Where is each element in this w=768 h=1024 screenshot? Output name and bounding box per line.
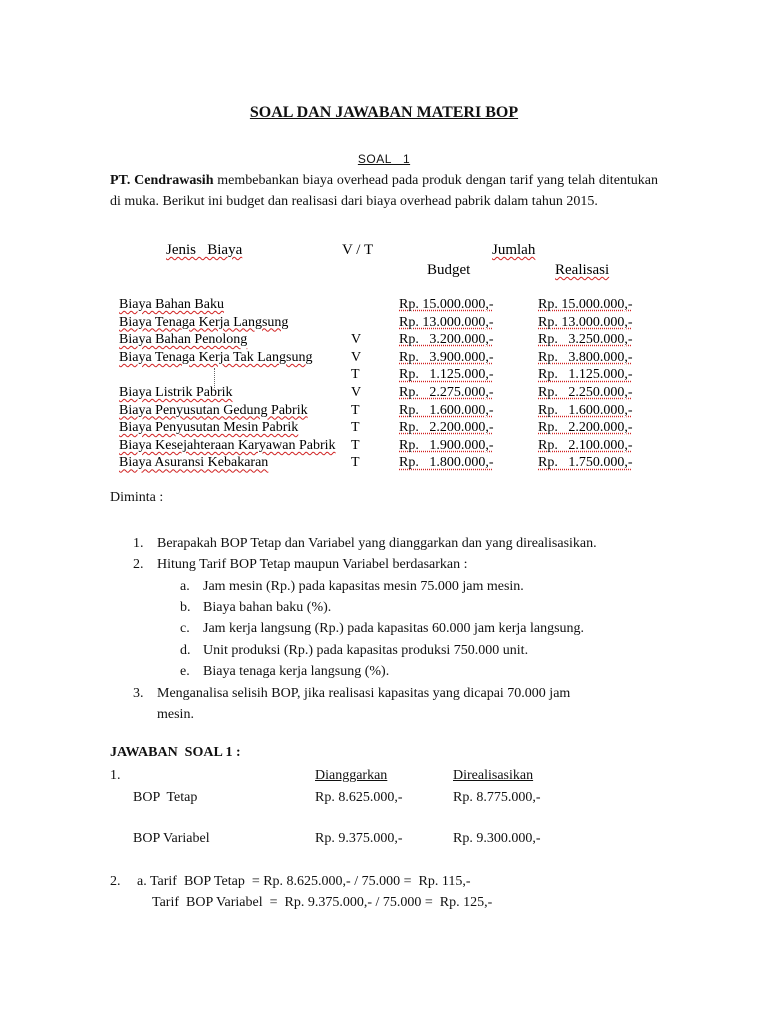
row-realisasi: Rp. 2.200.000,- [538,420,633,436]
document-title: SOAL DAN JAWABAN MATERI BOP [249,104,519,121]
row-budget: Rp. 2.200.000,- [399,420,494,436]
header-jenis-biaya: Jenis Biaya [166,242,243,258]
header-jumlah: Jumlah [492,242,536,258]
row-budget: Rp. 1.600.000,- [399,402,494,418]
intro-paragraph [110,170,658,212]
question-2: Hitung Tarif BOP Tetap maupun Variabel berdasarkan : [157,557,468,572]
question-number-1: 1. [133,536,144,551]
question-3-line-2: mesin. [157,707,194,722]
dotted-divider [214,368,216,388]
row-budget: Rp. 13.000.000,- [399,314,494,330]
row-name: Biaya Bahan Baku [119,297,224,312]
row-realisasi: Rp. 3.250.000,- [538,332,633,348]
question-number-3: 3. [133,686,144,701]
row-vt: T [351,367,360,383]
intro-text: membebankan biaya overhead pada produk dengan tarif yang telah ditentukan di muka. Berikut ini budget dan realisasi dari biaya overhead pabrik dalam tahun 2015. [110,173,659,209]
header-budget: Budget [427,262,471,278]
bop-tetap-label: BOP Tetap [133,790,198,805]
subitem-text: Unit produksi (Rp.) pada kapasitas produksi 750.000 unit. [203,642,529,658]
row-name: Biaya Tenaga Kerja Langsung [119,314,289,330]
question-3-line-1: Menganalisa selisih BOP, jika realisasi kapasitas yang dicapai 70.000 jam [157,686,571,701]
question-1: Berapakah BOP Tetap dan Variabel yang dianggarkan dan yang direalisasikan. [157,536,597,551]
subitem-letter: b. [180,600,191,616]
row-vt: T [351,455,360,471]
col-direalisasikan: Direalisasikan [453,768,534,783]
row-budget: Rp. 1.125.000,- [399,367,494,383]
subitem-letter: a. [180,579,190,594]
row-name: Biaya Kesejahteraan Karyawan Pabrik [119,437,336,453]
subitem-text: Jam mesin (Rp.) pada kapasitas mesin 75.000 jam mesin. [203,579,524,594]
bop-variabel-direalisasikan: Rp. 9.300.000,- [453,831,541,846]
subitem-letter: d. [180,642,191,658]
bop-variabel-dianggarkan: Rp. 9.375.000,- [315,831,403,846]
tarif-bop-tetap: a. Tarif BOP Tetap = Rp. 8.625.000,- / 75.000 = Rp. 115,- [137,874,471,889]
bop-variabel-label: BOP Variabel [133,831,210,846]
row-realisasi: Rp. 1.750.000,- [538,455,633,471]
tarif-bop-variabel: Tarif BOP Variabel = Rp. 9.375.000,- / 75.000 = Rp. 125,- [152,895,493,910]
col-dianggarkan: Dianggarkan [315,768,388,783]
row-budget: Rp. 1.900.000,- [399,437,494,453]
row-budget: Rp. 1.800.000,- [399,455,494,471]
jawaban-number-2: 2. [110,874,121,889]
jawaban-number-1: 1. [110,768,121,783]
row-realisasi: Rp. 3.800.000,- [538,349,633,365]
bop-tetap-direalisasikan: Rp. 8.775.000,- [453,790,541,805]
row-vt: T [351,402,360,418]
row-realisasi: Rp. 1.125.000,- [538,367,633,383]
row-realisasi: Rp. 13.000.000,- [538,314,633,330]
subitem-letter: e. [180,663,190,679]
diminta-label: Diminta : [110,490,164,505]
row-vt: V [351,385,362,400]
row-budget: Rp. 3.200.000,- [399,332,494,348]
row-realisasi: Rp. 2.250.000,- [538,385,633,400]
subitem-text: Jam kerja langsung (Rp.) pada kapasitas 60.000 jam kerja langsung. [203,621,585,637]
company-name: PT. Cendrawasih [110,173,214,188]
bop-tetap-dianggarkan: Rp. 8.625.000,- [315,790,403,805]
row-vt: T [351,437,360,453]
row-name: Biaya Tenaga Kerja Tak Langsung [119,349,313,365]
row-name: Biaya Listrik Pabrik [119,385,233,400]
row-vt: V [351,332,362,348]
row-realisasi: Rp. 2.100.000,- [538,437,633,453]
row-name: Biaya Asuransi Kebakaran [119,455,269,471]
soal-heading: SOAL 1 [357,152,411,166]
subitem-text: Biaya tenaga kerja langsung (%). [203,663,390,679]
row-budget: Rp. 3.900.000,- [399,349,494,365]
header-realisasi: Realisasi [555,262,610,278]
header-vt: V / T [342,242,374,258]
row-name: Biaya Bahan Penolong [119,332,248,348]
row-vt: V [351,349,362,365]
subitem-letter: c. [180,621,190,637]
row-realisasi: Rp. 1.600.000,- [538,402,633,418]
row-budget: Rp. 15.000.000,- [399,297,494,312]
row-budget: Rp. 2.275.000,- [399,385,494,400]
row-name: Biaya Penyusutan Gedung Pabrik [119,402,308,418]
subitem-text: Biaya bahan baku (%). [203,600,332,616]
row-name: Biaya Penyusutan Mesin Pabrik [119,420,299,436]
row-vt: T [351,420,360,436]
question-number-2: 2. [133,557,144,572]
jawaban-title: JAWABAN SOAL 1 : [110,745,241,760]
row-realisasi: Rp. 15.000.000,- [538,297,633,312]
